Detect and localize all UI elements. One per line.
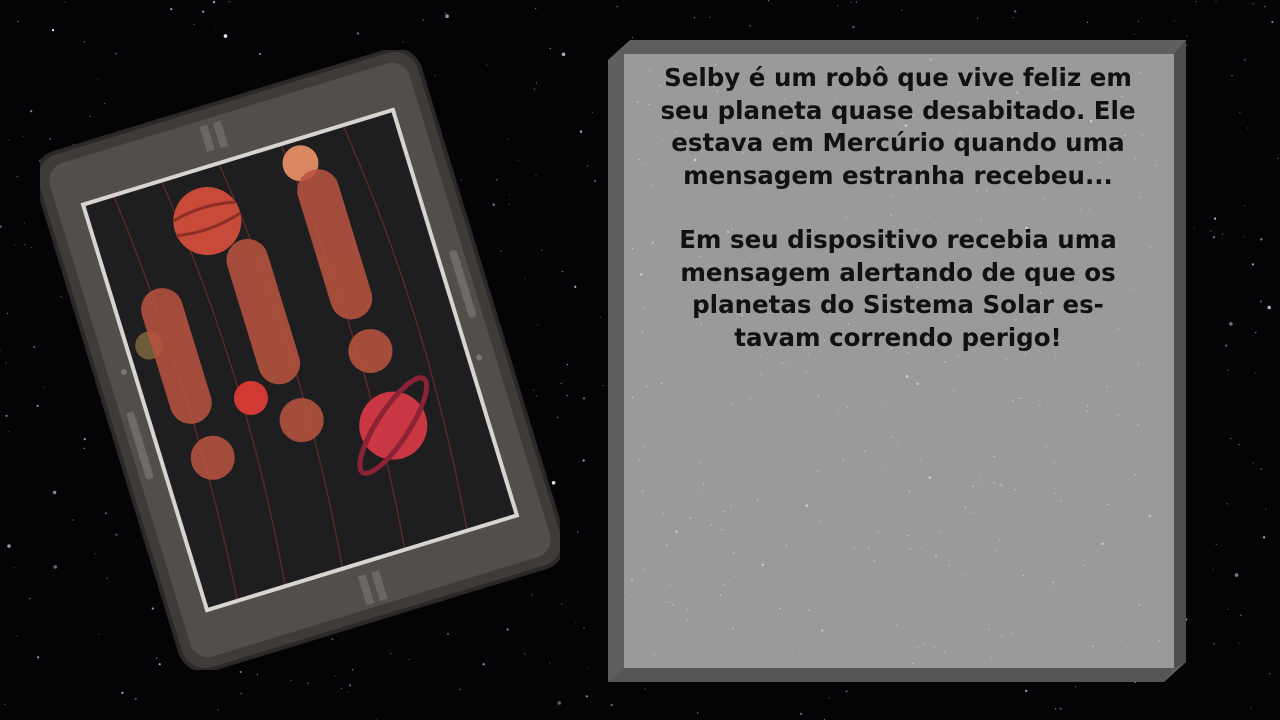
tablet-device[interactable] bbox=[40, 50, 560, 670]
story-text bbox=[630, 62, 1166, 386]
story-paragraph-1: Selby é um robô que vive feliz em seu planeta quase desabitado. Ele estava em Mercúrio quando uma mensagem estranha recebeu... bbox=[660, 63, 1136, 190]
story-paragraph-2: Em seu dispositivo recebia uma mensagem alertando de que os planetas do Sistema Solar es- tavam correndo perigo! bbox=[679, 225, 1117, 352]
story-panel bbox=[608, 40, 1186, 682]
